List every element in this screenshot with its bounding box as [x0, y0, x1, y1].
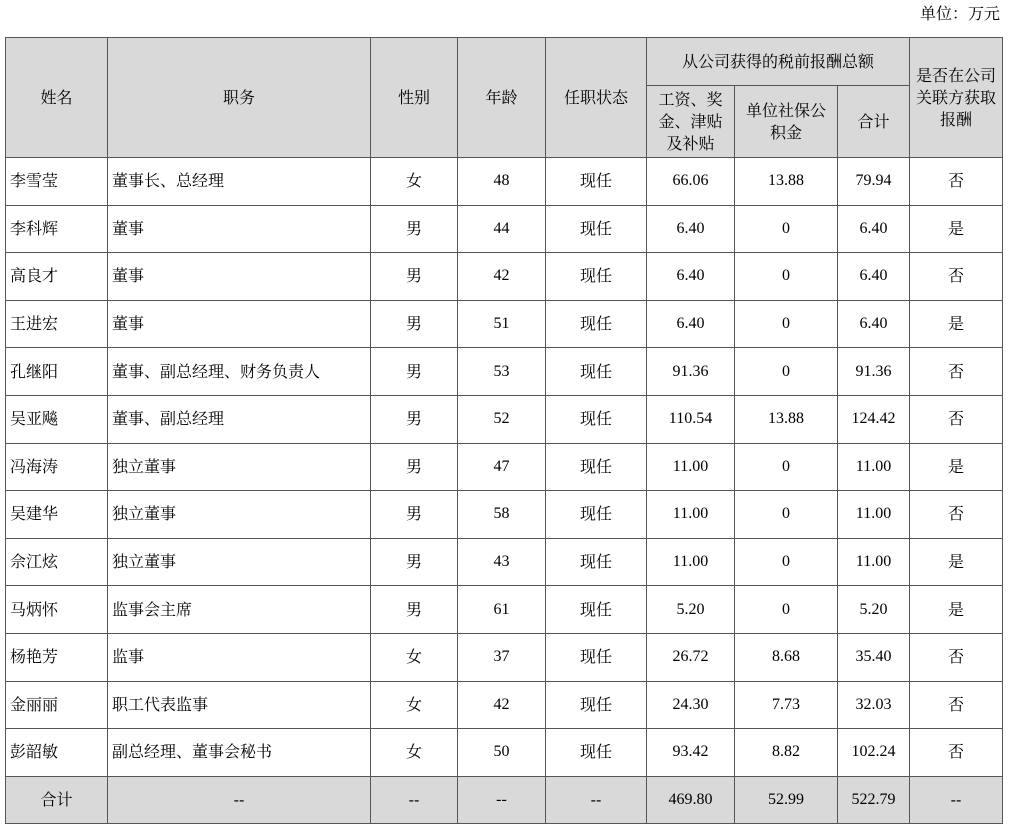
- cell-social: 8.68: [735, 633, 838, 681]
- cell-social: 8.82: [735, 729, 838, 777]
- table-row: [6, 681, 1003, 729]
- table-body: [6, 158, 1003, 824]
- cell-status: 现任: [546, 633, 647, 681]
- cell-gender: 女: [371, 681, 458, 729]
- cell-total: 124.42: [838, 395, 910, 443]
- cell-social: 0: [735, 348, 838, 396]
- cell-name: 李科辉: [6, 205, 108, 253]
- cell-total: 11.00: [838, 538, 910, 586]
- cell-age: 47: [458, 443, 546, 491]
- cell-age: 37: [458, 633, 546, 681]
- total-cell-age: --: [458, 776, 546, 824]
- cell-total: 6.40: [838, 205, 910, 253]
- cell-salary: 66.06: [647, 158, 735, 206]
- cell-gender: 女: [371, 633, 458, 681]
- total-row: [6, 776, 1003, 824]
- cell-gender: 女: [371, 729, 458, 777]
- header-pretax-group: 从公司获得的税前报酬总额: [647, 38, 910, 86]
- cell-position: 董事: [108, 300, 371, 348]
- cell-related: 是: [910, 538, 1003, 586]
- cell-position: 董事、副总经理: [108, 395, 371, 443]
- table-row: [6, 443, 1003, 491]
- cell-name: 马炳怀: [6, 586, 108, 634]
- cell-status: 现任: [546, 729, 647, 777]
- cell-total: 102.24: [838, 729, 910, 777]
- cell-social: 0: [735, 443, 838, 491]
- cell-status: 现任: [546, 491, 647, 539]
- cell-position: 董事: [108, 205, 371, 253]
- cell-total: 91.36: [838, 348, 910, 396]
- cell-related: 是: [910, 586, 1003, 634]
- cell-social: 7.73: [735, 681, 838, 729]
- cell-status: 现任: [546, 586, 647, 634]
- cell-age: 50: [458, 729, 546, 777]
- cell-position: 监事: [108, 633, 371, 681]
- cell-social: 0: [735, 491, 838, 539]
- cell-name: 杨艳芳: [6, 633, 108, 681]
- cell-related: 否: [910, 633, 1003, 681]
- cell-name: 李雪莹: [6, 158, 108, 206]
- cell-social: 13.88: [735, 158, 838, 206]
- cell-status: 现任: [546, 538, 647, 586]
- table-header: [6, 38, 1003, 158]
- header-salary: 工资、奖金、津贴及补贴: [647, 86, 735, 158]
- table-row: [6, 348, 1003, 396]
- cell-gender: 男: [371, 538, 458, 586]
- cell-total: 11.00: [838, 491, 910, 539]
- cell-age: 58: [458, 491, 546, 539]
- cell-gender: 男: [371, 205, 458, 253]
- cell-salary: 110.54: [647, 395, 735, 443]
- cell-position: 董事、副总经理、财务负责人: [108, 348, 371, 396]
- cell-total: 6.40: [838, 253, 910, 301]
- cell-related: 否: [910, 681, 1003, 729]
- header-gender: 性别: [371, 38, 458, 158]
- cell-status: 现任: [546, 300, 647, 348]
- cell-status: 现任: [546, 158, 647, 206]
- cell-gender: 男: [371, 348, 458, 396]
- total-cell-related: --: [910, 776, 1003, 824]
- cell-name: 佘江炫: [6, 538, 108, 586]
- cell-salary: 11.00: [647, 443, 735, 491]
- table-row: [6, 158, 1003, 206]
- cell-age: 43: [458, 538, 546, 586]
- cell-name: 冯海涛: [6, 443, 108, 491]
- cell-age: 42: [458, 253, 546, 301]
- cell-name: 吴亚飚: [6, 395, 108, 443]
- cell-social: 13.88: [735, 395, 838, 443]
- cell-related: 否: [910, 158, 1003, 206]
- cell-salary: 6.40: [647, 300, 735, 348]
- cell-name: 吴建华: [6, 491, 108, 539]
- cell-social: 0: [735, 300, 838, 348]
- total-cell-status: --: [546, 776, 647, 824]
- cell-social: 0: [735, 538, 838, 586]
- cell-position: 副总经理、董事会秘书: [108, 729, 371, 777]
- cell-name: 孔继阳: [6, 348, 108, 396]
- table-row: [6, 300, 1003, 348]
- cell-related: 是: [910, 443, 1003, 491]
- total-cell-gender: --: [371, 776, 458, 824]
- header-age: 年龄: [458, 38, 546, 158]
- table-row: [6, 633, 1003, 681]
- table-row: [6, 729, 1003, 777]
- cell-total: 79.94: [838, 158, 910, 206]
- unit-label: 单位：万元: [919, 4, 1000, 23]
- total-cell-position: --: [108, 776, 371, 824]
- cell-position: 独立董事: [108, 538, 371, 586]
- header-social: 单位社保公积金: [735, 86, 838, 158]
- cell-status: 现任: [546, 443, 647, 491]
- cell-related: 否: [910, 395, 1003, 443]
- cell-name: 金丽丽: [6, 681, 108, 729]
- cell-salary: 5.20: [647, 586, 735, 634]
- table-row: [6, 205, 1003, 253]
- cell-related: 否: [910, 348, 1003, 396]
- cell-position: 监事会主席: [108, 586, 371, 634]
- cell-age: 48: [458, 158, 546, 206]
- cell-status: 现任: [546, 395, 647, 443]
- cell-related: 否: [910, 491, 1003, 539]
- cell-salary: 11.00: [647, 491, 735, 539]
- cell-age: 61: [458, 586, 546, 634]
- cell-gender: 男: [371, 586, 458, 634]
- cell-salary: 24.30: [647, 681, 735, 729]
- cell-salary: 91.36: [647, 348, 735, 396]
- cell-total: 32.03: [838, 681, 910, 729]
- cell-age: 53: [458, 348, 546, 396]
- cell-age: 52: [458, 395, 546, 443]
- cell-related: 否: [910, 253, 1003, 301]
- cell-gender: 男: [371, 300, 458, 348]
- cell-age: 42: [458, 681, 546, 729]
- cell-gender: 男: [371, 443, 458, 491]
- cell-salary: 11.00: [647, 538, 735, 586]
- table-row: [6, 491, 1003, 539]
- cell-age: 51: [458, 300, 546, 348]
- total-cell-name: 合计: [6, 776, 108, 824]
- total-cell-total: 522.79: [838, 776, 910, 824]
- cell-salary: 26.72: [647, 633, 735, 681]
- cell-gender: 女: [371, 158, 458, 206]
- cell-name: 王进宏: [6, 300, 108, 348]
- cell-gender: 男: [371, 395, 458, 443]
- cell-social: 0: [735, 586, 838, 634]
- cell-social: 0: [735, 205, 838, 253]
- table-row: [6, 586, 1003, 634]
- cell-total: 35.40: [838, 633, 910, 681]
- cell-gender: 男: [371, 491, 458, 539]
- table-row: [6, 538, 1003, 586]
- cell-total: 5.20: [838, 586, 910, 634]
- compensation-table: [5, 37, 1003, 824]
- cell-related: 是: [910, 205, 1003, 253]
- cell-position: 董事长、总经理: [108, 158, 371, 206]
- total-cell-salary: 469.80: [647, 776, 735, 824]
- header-position: 职务: [108, 38, 371, 158]
- header-status: 任职状态: [546, 38, 647, 158]
- cell-total: 11.00: [838, 443, 910, 491]
- cell-status: 现任: [546, 681, 647, 729]
- header-related: 是否在公司关联方获取报酬: [910, 38, 1003, 158]
- cell-position: 董事: [108, 253, 371, 301]
- cell-position: 职工代表监事: [108, 681, 371, 729]
- cell-salary: 6.40: [647, 253, 735, 301]
- header-subtotal: 合计: [838, 86, 910, 158]
- table-row: [6, 395, 1003, 443]
- cell-related: 是: [910, 300, 1003, 348]
- cell-gender: 男: [371, 253, 458, 301]
- cell-related: 否: [910, 729, 1003, 777]
- cell-name: 彭韶敏: [6, 729, 108, 777]
- cell-social: 0: [735, 253, 838, 301]
- cell-position: 独立董事: [108, 443, 371, 491]
- cell-total: 6.40: [838, 300, 910, 348]
- cell-position: 独立董事: [108, 491, 371, 539]
- cell-status: 现任: [546, 253, 647, 301]
- cell-salary: 93.42: [647, 729, 735, 777]
- total-cell-social: 52.99: [735, 776, 838, 824]
- cell-name: 高良才: [6, 253, 108, 301]
- cell-status: 现任: [546, 205, 647, 253]
- cell-age: 44: [458, 205, 546, 253]
- cell-salary: 6.40: [647, 205, 735, 253]
- table-row: [6, 253, 1003, 301]
- cell-status: 现任: [546, 348, 647, 396]
- header-name: 姓名: [6, 38, 108, 158]
